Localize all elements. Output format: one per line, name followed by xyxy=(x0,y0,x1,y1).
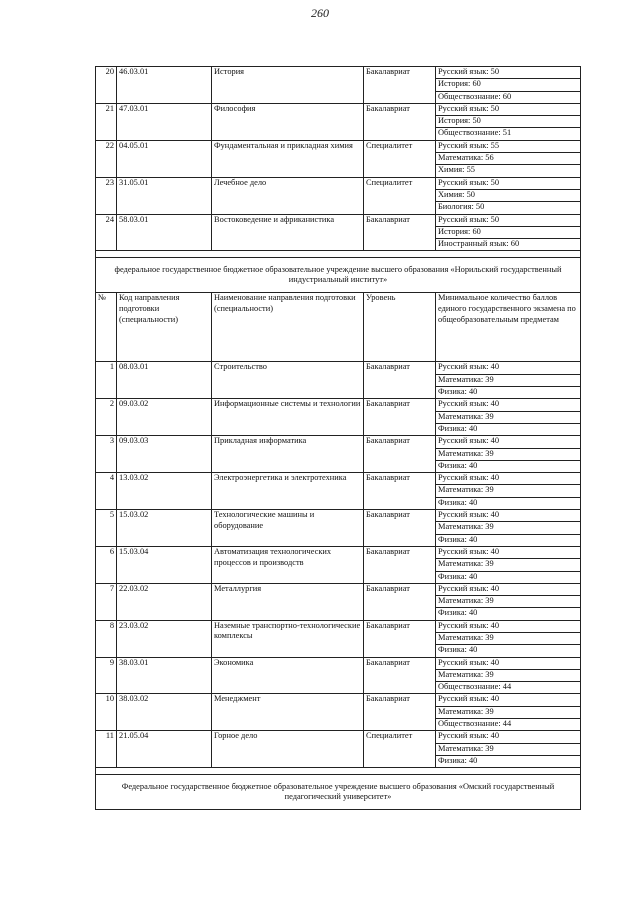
program-level: Бакалавриат xyxy=(364,583,436,620)
row-number: 8 xyxy=(96,620,117,657)
org-title-norilsk: федеральное государственное бюджетное образовательное учреждение высшего образования «Норильский государственный индустриальный институт» xyxy=(96,258,581,293)
min-exam-score: Физика: 40 xyxy=(436,608,581,620)
table-row xyxy=(96,657,581,669)
min-exam-score: Русский язык: 40 xyxy=(436,362,581,374)
row-number: 23 xyxy=(96,177,117,214)
min-exam-score: История: 50 xyxy=(436,116,581,128)
min-exam-score: Обществознание: 44 xyxy=(436,719,581,731)
program-code: 15.03.02 xyxy=(117,510,212,547)
program-name: Горное дело xyxy=(212,731,364,768)
table-row xyxy=(96,436,581,448)
program-name: Фундаментальная и прикладная химия xyxy=(212,140,364,177)
min-exam-score: Русский язык: 50 xyxy=(436,214,581,226)
min-exam-score: Русский язык: 50 xyxy=(436,103,581,115)
table-row xyxy=(96,583,581,595)
program-name: Электроэнергетика и электротехника xyxy=(212,473,364,510)
program-name: Информационные системы и технологии xyxy=(212,399,364,436)
min-exam-score: История: 60 xyxy=(436,79,581,91)
program-code: 47.03.01 xyxy=(117,103,212,140)
org-title-omsk: Федеральное государственное бюджетное образовательное учреждение высшего образования «Омский государственный педагогический университет» xyxy=(96,775,581,810)
row-number: 9 xyxy=(96,657,117,694)
min-exam-score: Русский язык: 40 xyxy=(436,510,581,522)
min-exam-score: Физика: 40 xyxy=(436,497,581,509)
min-exam-score: Русский язык: 50 xyxy=(436,177,581,189)
min-exam-score: Биология: 50 xyxy=(436,202,581,214)
table-row xyxy=(96,140,581,152)
program-level: Бакалавриат xyxy=(364,510,436,547)
min-exam-score: Физика: 40 xyxy=(436,571,581,583)
program-code: 21.05.04 xyxy=(117,731,212,768)
program-name: Востоковедение и африканистика xyxy=(212,214,364,251)
program-level: Бакалавриат xyxy=(364,620,436,657)
min-exam-score: Обществознание: 51 xyxy=(436,128,581,140)
min-exam-score: Математика: 39 xyxy=(436,374,581,386)
program-level: Бакалавриат xyxy=(364,362,436,399)
min-exam-score: Иностранный язык: 60 xyxy=(436,239,581,251)
program-level: Специалитет xyxy=(364,731,436,768)
min-exam-score: Обществознание: 44 xyxy=(436,682,581,694)
min-exam-score: Физика: 40 xyxy=(436,423,581,435)
program-name: Металлургия xyxy=(212,583,364,620)
program-code: 38.03.02 xyxy=(117,694,212,731)
min-exam-score: Русский язык: 40 xyxy=(436,657,581,669)
program-level: Бакалавриат xyxy=(364,657,436,694)
program-code: 38.03.01 xyxy=(117,657,212,694)
table-row xyxy=(96,177,581,189)
program-level: Бакалавриат xyxy=(364,436,436,473)
table-header-row xyxy=(96,293,581,362)
min-exam-score: История: 60 xyxy=(436,226,581,238)
program-name: Лечебное дело xyxy=(212,177,364,214)
program-name: Автоматизация технологических процессов и производств xyxy=(212,546,364,583)
min-exam-score: Физика: 40 xyxy=(436,755,581,767)
program-level: Бакалавриат xyxy=(364,214,436,251)
table-row xyxy=(96,214,581,226)
row-number: 7 xyxy=(96,583,117,620)
program-code: 23.03.02 xyxy=(117,620,212,657)
program-code: 58.03.01 xyxy=(117,214,212,251)
program-code: 46.03.01 xyxy=(117,67,212,104)
row-number: 21 xyxy=(96,103,117,140)
min-exam-score: Русский язык: 40 xyxy=(436,583,581,595)
min-exam-score: Математика: 39 xyxy=(436,448,581,460)
program-level: Специалитет xyxy=(364,177,436,214)
program-code: 22.03.02 xyxy=(117,583,212,620)
program-name: Менеджмент xyxy=(212,694,364,731)
table-row xyxy=(96,103,581,115)
header-level: Уровень xyxy=(364,293,436,362)
min-exam-score: Русский язык: 40 xyxy=(436,731,581,743)
program-code: 04.05.01 xyxy=(117,140,212,177)
min-exam-score: Русский язык: 40 xyxy=(436,399,581,411)
min-exam-score: Русский язык: 40 xyxy=(436,694,581,706)
row-number: 22 xyxy=(96,140,117,177)
spacer-row xyxy=(96,768,581,775)
min-exam-score: Русский язык: 50 xyxy=(436,67,581,79)
program-level: Бакалавриат xyxy=(364,473,436,510)
program-name: Прикладная информатика xyxy=(212,436,364,473)
min-exam-score: Математика: 39 xyxy=(436,522,581,534)
program-code: 31.05.01 xyxy=(117,177,212,214)
program-name: История xyxy=(212,67,364,104)
min-exam-score: Русский язык: 55 xyxy=(436,140,581,152)
row-number: 11 xyxy=(96,731,117,768)
program-level: Бакалавриат xyxy=(364,103,436,140)
min-exam-score: Физика: 40 xyxy=(436,460,581,472)
program-code: 13.03.02 xyxy=(117,473,212,510)
section-2-rows xyxy=(96,362,581,768)
section-1-rows xyxy=(96,67,581,251)
min-exam-score: Физика: 40 xyxy=(436,534,581,546)
org-row xyxy=(96,258,581,293)
row-number: 4 xyxy=(96,473,117,510)
program-name: Философия xyxy=(212,103,364,140)
program-level: Бакалавриат xyxy=(364,694,436,731)
min-exam-score: Физика: 40 xyxy=(436,645,581,657)
header-code: Код направления подготовки (специальности) xyxy=(117,293,212,362)
program-name: Строительство xyxy=(212,362,364,399)
min-exam-score: Математика: 39 xyxy=(436,743,581,755)
program-level: Бакалавриат xyxy=(364,546,436,583)
program-level: Бакалавриат xyxy=(364,67,436,104)
spacer-row xyxy=(96,251,581,258)
table-row xyxy=(96,399,581,411)
row-number: 20 xyxy=(96,67,117,104)
page-number: 260 xyxy=(311,6,329,20)
program-code: 09.03.02 xyxy=(117,399,212,436)
min-exam-score: Физика: 40 xyxy=(436,387,581,399)
program-code: 09.03.03 xyxy=(117,436,212,473)
min-exam-score: Математика: 39 xyxy=(436,559,581,571)
min-exam-score: Математика: 39 xyxy=(436,411,581,423)
row-number: 2 xyxy=(96,399,117,436)
admission-table xyxy=(95,66,581,810)
table-row xyxy=(96,362,581,374)
header-exam: Минимальное количество баллов единого государственного экзамена по общеобразовательным предметам xyxy=(436,293,581,362)
min-exam-score: Химия: 50 xyxy=(436,189,581,201)
table-row xyxy=(96,67,581,79)
row-number: 10 xyxy=(96,694,117,731)
program-name: Наземные транспортно-технологические комплексы xyxy=(212,620,364,657)
table-row xyxy=(96,546,581,558)
min-exam-score: Математика: 39 xyxy=(436,596,581,608)
min-exam-score: Русский язык: 40 xyxy=(436,546,581,558)
min-exam-score: Русский язык: 40 xyxy=(436,436,581,448)
min-exam-score: Математика: 39 xyxy=(436,669,581,681)
program-level: Специалитет xyxy=(364,140,436,177)
row-number: 6 xyxy=(96,546,117,583)
header-num: № xyxy=(96,293,117,362)
row-number: 1 xyxy=(96,362,117,399)
row-number: 5 xyxy=(96,510,117,547)
program-name: Экономика xyxy=(212,657,364,694)
program-code: 08.03.01 xyxy=(117,362,212,399)
row-number: 24 xyxy=(96,214,117,251)
table-row xyxy=(96,694,581,706)
program-level: Бакалавриат xyxy=(364,399,436,436)
min-exam-score: Математика: 39 xyxy=(436,706,581,718)
min-exam-score: Русский язык: 40 xyxy=(436,473,581,485)
min-exam-score: Математика: 39 xyxy=(436,485,581,497)
table-row xyxy=(96,731,581,743)
program-code: 15.03.04 xyxy=(117,546,212,583)
table-row xyxy=(96,620,581,632)
header-name: Наименование направления подготовки (специальности) xyxy=(212,293,364,362)
row-number: 3 xyxy=(96,436,117,473)
program-name: Технологические машины и оборудование xyxy=(212,510,364,547)
min-exam-score: Русский язык: 40 xyxy=(436,620,581,632)
table-row xyxy=(96,510,581,522)
min-exam-score: Математика: 39 xyxy=(436,632,581,644)
org-row xyxy=(96,775,581,810)
min-exam-score: Обществознание: 60 xyxy=(436,91,581,103)
min-exam-score: Математика: 56 xyxy=(436,153,581,165)
min-exam-score: Химия: 55 xyxy=(436,165,581,177)
table-row xyxy=(96,473,581,485)
